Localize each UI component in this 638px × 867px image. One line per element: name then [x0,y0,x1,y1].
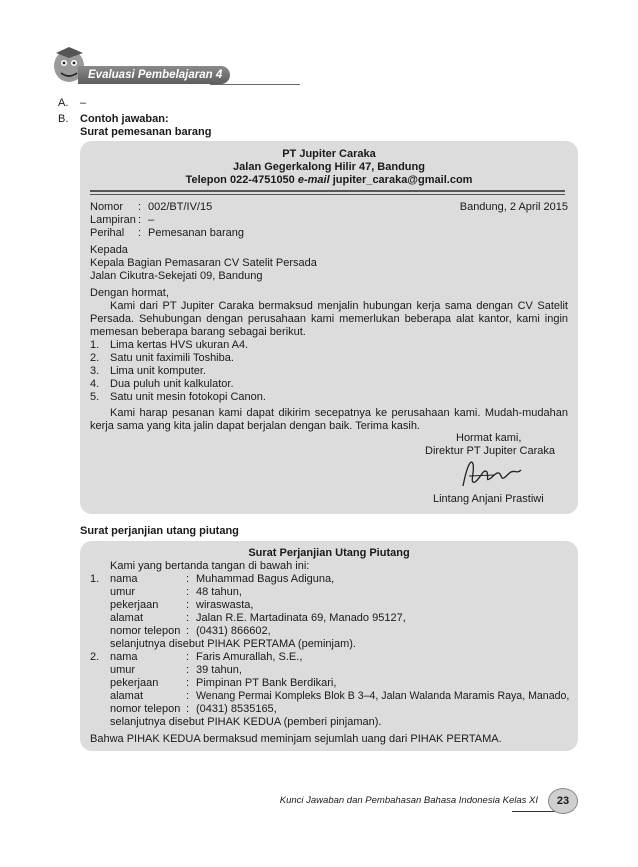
footer-rule [512,811,558,812]
footer-book-title: Kunci Jawaban dan Pembahasan Bahasa Indonesia Kelas XI [279,795,538,806]
party-note: selanjutnya disebut PIHAK KEDUA (pemberi pinjaman). [110,716,382,728]
field-sep: : [186,703,190,715]
field-value: 48 tahun, [196,586,242,598]
meta-value: – [148,214,155,226]
letterhead-rule-thin [90,194,565,195]
field-sep: : [186,573,190,585]
field-value: (0431) 866602, [196,625,271,637]
field-sep: : [186,625,190,637]
item-text: Lima kertas HVS ukuran A4. [110,339,249,351]
item-num: 4. [90,378,100,390]
field-value: Pimpinan PT Bank Berdikari, [196,677,337,689]
letterhead-contact: Telepon 022-4751050 e-mail jupiter_caraka@gmail.com [185,174,473,186]
field-label: nomor telepon [110,703,181,715]
field-value: Jalan R.E. Martadinata 69, Manado 95127, [196,612,406,624]
field-label: nama [110,651,138,663]
recipient-line: Jalan Cikutra-Sekejati 09, Bandung [90,270,263,282]
greeting: Dengan hormat, [90,287,169,299]
field-value: (0431) 8535165, [196,703,277,715]
field-value: 39 tahun, [196,664,242,676]
field-value: Faris Amurallah, S.E., [196,651,303,663]
regards: Hormat kami, [456,432,522,444]
agreement-statement: Bahwa PIHAK KEDUA bermaksud meminjam sejumlah uang dari PIHAK PERTAMA. [90,733,502,745]
field-sep: : [186,612,190,624]
meta-label: Nomor [90,201,124,213]
meta-label: Perihal [90,227,125,239]
answer-a-label: A. [58,97,69,109]
meta-sep: : [138,201,142,213]
signer-position: Direktur PT Jupiter Caraka [425,445,556,457]
signature-icon [455,456,525,492]
meta-value: Pemesanan barang [148,227,245,239]
field-sep: : [186,651,190,663]
answer-b-label: B. [58,113,69,125]
field-sep: : [186,586,190,598]
meta-label: Lampiran [90,214,136,226]
field-sep: : [186,690,190,702]
answer-a-text: – [80,97,87,109]
item-num: 2. [90,352,100,364]
party-note: selanjutnya disebut PIHAK PERTAMA (peminjam). [110,638,356,650]
item-num: 1. [90,339,100,351]
field-value: Muhammad Bagus Adiguna, [196,573,335,585]
field-label: umur [110,664,136,676]
letterhead-rule-thick [90,190,565,192]
recipient-line: Kepala Bagian Pemasaran CV Satelit Persada [90,257,317,269]
header-rule [210,84,300,85]
meta-value: 002/BT/IV/15 [148,201,213,213]
party-num: 1. [90,573,100,585]
letter-date: Bandung, 2 April 2015 [459,201,568,213]
field-value: Wenang Permai Kompleks Blok B 3–4, Jalan Walanda Maramis Raya, Manado, [196,690,570,702]
agreement-title: Surat Perjanjian Utang Piutang [248,547,410,559]
intro-paragraph: Kami dari PT Jupiter Caraka bermaksud menjalin hubungan kerja sama dengan CV Satelit Persada. Sehubungan dengan perusahaan kami memerlukan beberapa alat kantor, kami ingin memesan beberapa barang sebagai berikut. [90,300,568,338]
field-label: nomor telepon [110,625,181,637]
agreement-opening: Kami yang bertanda tangan di bawah ini: [110,560,310,572]
field-value: wiraswasta, [196,599,254,611]
field-sep: : [186,599,190,611]
field-sep: : [186,677,190,689]
field-label: pekerjaan [110,677,159,689]
item-text: Lima unit komputer. [110,365,206,377]
answer-b-text: Contoh jawaban: [80,113,169,125]
subheading-loan-agreement: Surat perjanjian utang piutang [80,525,239,537]
letterhead-address: Jalan Gegerkalong Hilir 47, Bandung [233,161,425,173]
item-num: 5. [90,391,100,403]
subheading-order-letter: Surat pemesanan barang [80,126,212,138]
signer-name: Lintang Anjani Prastiwi [433,493,544,505]
item-num: 3. [90,365,100,377]
field-sep: : [186,664,190,676]
field-label: umur [110,586,136,598]
meta-sep: : [138,214,142,226]
item-text: Satu unit faximili Toshiba. [110,352,234,364]
section-title: Evaluasi Pembelajaran 4 [78,66,230,84]
closing-paragraph: Kami harap pesanan kami dapat dikirim secepatnya ke perusahaan kami. Mudah-mudahan kerja sama yang kita jalin dapat berjalan dengan baik. Terima kasih. [90,407,568,432]
field-label: alamat [110,690,144,702]
field-label: pekerjaan [110,599,159,611]
field-label: nama [110,573,138,585]
field-label: alamat [110,612,144,624]
item-text: Satu unit mesin fotokopi Canon. [110,391,266,403]
recipient-line: Kepada [90,244,128,256]
letterhead-company: PT Jupiter Caraka [282,148,376,160]
item-text: Dua puluh unit kalkulator. [110,378,234,390]
meta-sep: : [138,227,142,239]
page-number: 23 [548,788,578,814]
party-num: 2. [90,651,100,663]
